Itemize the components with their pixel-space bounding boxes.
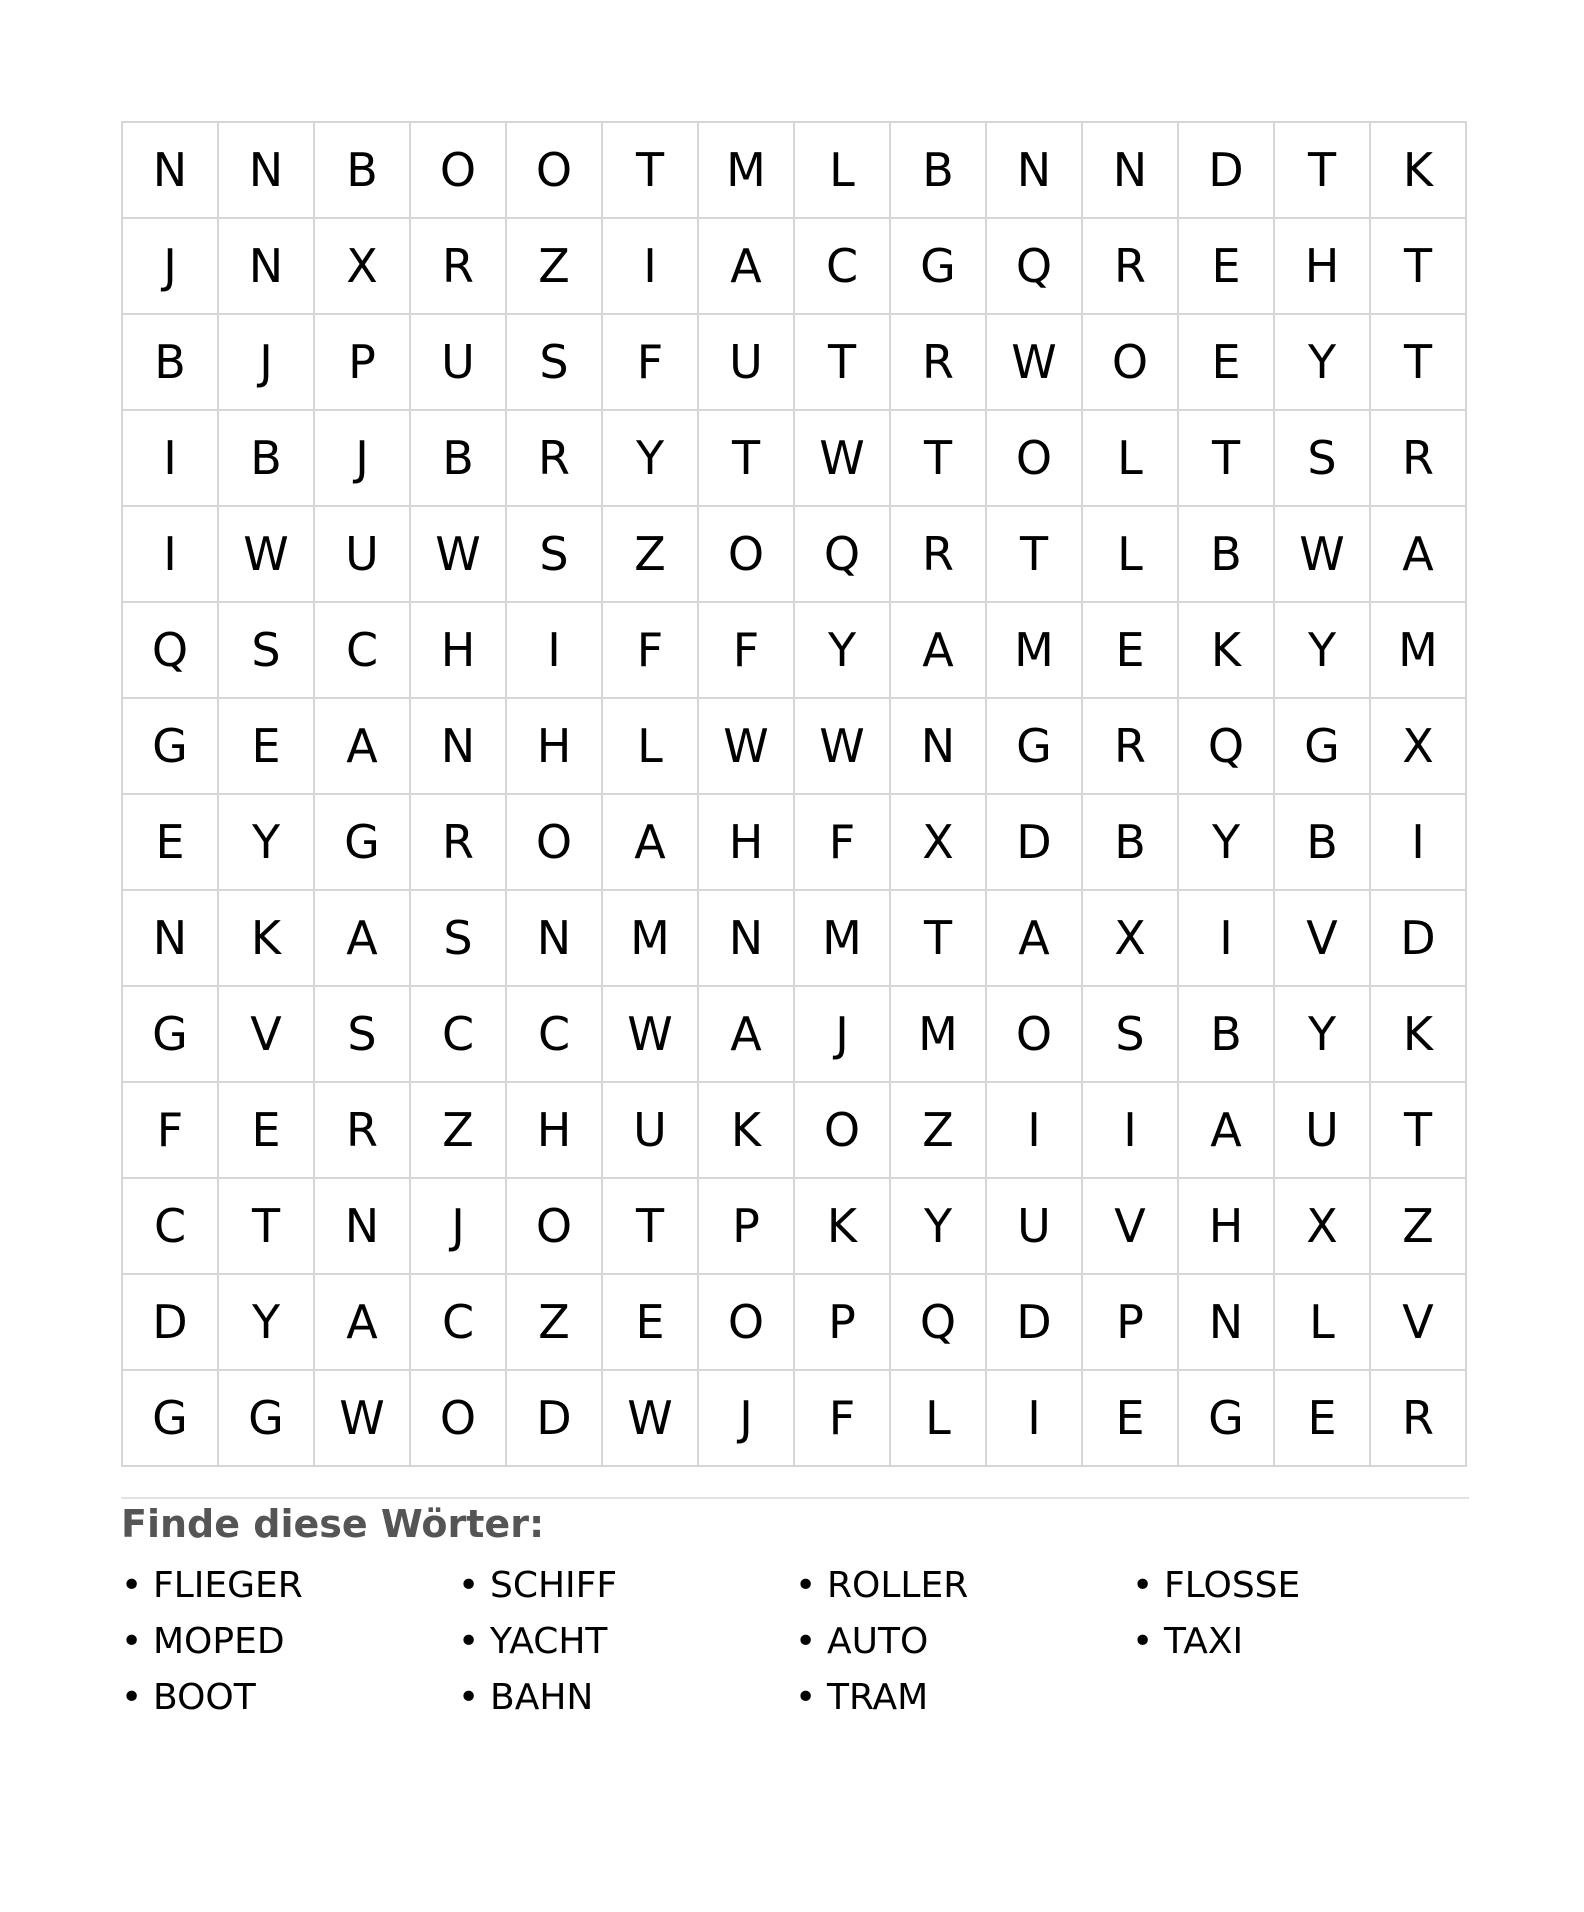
bullet-icon: • (795, 1677, 817, 1718)
grid-cell[interactable]: U (315, 507, 411, 603)
grid-cell[interactable]: X (1275, 1179, 1371, 1275)
grid-cell[interactable]: I (507, 603, 603, 699)
grid-cell[interactable]: O (507, 795, 603, 891)
bullet-icon: • (458, 1565, 480, 1606)
grid-cell[interactable]: T (1371, 1083, 1467, 1179)
grid-cell[interactable]: Y (219, 1275, 315, 1371)
grid-cell[interactable]: W (219, 507, 315, 603)
word-label: TRAM (827, 1677, 929, 1718)
grid-cell[interactable]: V (1371, 1275, 1467, 1371)
grid-cell[interactable]: E (123, 795, 219, 891)
grid-cell[interactable]: F (699, 603, 795, 699)
grid-cell[interactable]: N (219, 219, 315, 315)
grid-cell[interactable]: H (507, 1083, 603, 1179)
grid-cell[interactable]: E (603, 1275, 699, 1371)
grid-cell[interactable]: L (1275, 1275, 1371, 1371)
grid-cell[interactable]: C (795, 219, 891, 315)
grid-cell[interactable]: M (891, 987, 987, 1083)
grid-cell[interactable]: X (1083, 891, 1179, 987)
grid-cell[interactable]: R (1371, 1371, 1467, 1467)
grid-cell[interactable]: C (123, 1179, 219, 1275)
grid-cell[interactable]: F (795, 1371, 891, 1467)
grid-cell[interactable]: N (411, 699, 507, 795)
grid-cell[interactable]: S (219, 603, 315, 699)
word-label: TAXI (1164, 1621, 1244, 1662)
grid-cell[interactable]: N (507, 891, 603, 987)
grid-cell[interactable]: I (123, 411, 219, 507)
grid-cell[interactable]: T (987, 507, 1083, 603)
grid-cell[interactable]: B (1275, 795, 1371, 891)
grid-cell[interactable]: Z (1371, 1179, 1467, 1275)
grid-cell[interactable]: L (891, 1371, 987, 1467)
grid-cell[interactable]: K (1371, 123, 1467, 219)
grid-cell[interactable]: J (123, 219, 219, 315)
grid-cell[interactable]: N (699, 891, 795, 987)
grid-cell[interactable]: I (1179, 891, 1275, 987)
grid-cell[interactable]: V (1083, 1179, 1179, 1275)
grid-cell[interactable]: U (987, 1179, 1083, 1275)
bullet-icon: • (795, 1621, 817, 1662)
grid-cell[interactable]: D (987, 1275, 1083, 1371)
grid-cell[interactable]: T (219, 1179, 315, 1275)
grid-cell[interactable]: C (411, 1275, 507, 1371)
word-label: BAHN (490, 1677, 594, 1718)
grid-cell[interactable]: H (411, 603, 507, 699)
grid-cell[interactable]: B (123, 315, 219, 411)
grid-cell[interactable]: S (315, 987, 411, 1083)
bullet-icon: • (458, 1677, 480, 1718)
grid-cell[interactable]: Z (891, 1083, 987, 1179)
grid-cell[interactable]: W (795, 411, 891, 507)
grid-cell[interactable]: T (891, 411, 987, 507)
grid-cell[interactable]: B (1179, 507, 1275, 603)
word-list-item (795, 1558, 1132, 1614)
grid-cell[interactable]: B (891, 123, 987, 219)
grid-cell[interactable]: T (1275, 123, 1371, 219)
grid-cell[interactable]: F (603, 315, 699, 411)
grid-cell[interactable]: Z (603, 507, 699, 603)
grid-cell[interactable]: E (1275, 1371, 1371, 1467)
grid-cell[interactable]: Z (411, 1083, 507, 1179)
grid-cell[interactable]: P (1083, 1275, 1179, 1371)
word-label: BOOT (153, 1677, 256, 1718)
grid-cell[interactable]: X (1371, 699, 1467, 795)
grid-cell[interactable]: N (1179, 1275, 1275, 1371)
grid-cell[interactable]: C (411, 987, 507, 1083)
grid-cell[interactable]: A (987, 891, 1083, 987)
grid-cell[interactable]: D (1179, 123, 1275, 219)
grid-cell[interactable]: E (1083, 603, 1179, 699)
grid-cell[interactable]: I (1083, 1083, 1179, 1179)
grid-cell[interactable]: Y (795, 603, 891, 699)
grid-cell[interactable]: B (315, 123, 411, 219)
grid-cell[interactable]: O (411, 1371, 507, 1467)
grid-cell[interactable]: H (507, 699, 603, 795)
grid-cell[interactable]: W (315, 1371, 411, 1467)
grid-cell[interactable]: I (987, 1083, 1083, 1179)
grid-cell[interactable]: I (123, 507, 219, 603)
grid-cell[interactable]: O (699, 1275, 795, 1371)
grid-cell[interactable]: N (987, 123, 1083, 219)
grid-cell[interactable]: J (699, 1371, 795, 1467)
grid-cell[interactable]: G (315, 795, 411, 891)
grid-cell[interactable]: A (699, 219, 795, 315)
grid-cell[interactable]: N (123, 123, 219, 219)
divider (121, 1497, 1469, 1499)
grid-cell[interactable]: E (1083, 1371, 1179, 1467)
word-list-item (795, 1614, 1132, 1670)
grid-cell[interactable]: D (1371, 891, 1467, 987)
grid-cell[interactable]: K (795, 1179, 891, 1275)
grid-cell[interactable]: S (411, 891, 507, 987)
grid-cell[interactable]: A (1179, 1083, 1275, 1179)
bullet-icon: • (121, 1565, 143, 1606)
word-label: FLIEGER (153, 1565, 303, 1606)
grid-cell[interactable]: M (987, 603, 1083, 699)
grid-cell[interactable]: J (315, 411, 411, 507)
grid-cell[interactable]: P (795, 1275, 891, 1371)
bullet-icon: • (121, 1677, 143, 1718)
grid-cell[interactable]: V (1275, 891, 1371, 987)
grid-cell[interactable]: N (219, 123, 315, 219)
grid-cell[interactable]: Y (1179, 795, 1275, 891)
grid-cell[interactable]: B (1083, 795, 1179, 891)
grid-cell[interactable]: W (987, 315, 1083, 411)
grid-cell[interactable]: M (699, 123, 795, 219)
grid-cell[interactable]: C (507, 987, 603, 1083)
grid-cell[interactable]: H (1179, 1179, 1275, 1275)
grid-cell[interactable]: E (219, 699, 315, 795)
grid-cell[interactable]: U (603, 1083, 699, 1179)
word-label: ROLLER (827, 1565, 969, 1606)
word-list-item (121, 1670, 458, 1726)
grid-cell[interactable]: L (603, 699, 699, 795)
grid-cell[interactable]: I (987, 1371, 1083, 1467)
word-label: SCHIFF (490, 1565, 618, 1606)
grid-cell[interactable]: O (507, 1179, 603, 1275)
grid-cell[interactable]: X (315, 219, 411, 315)
bullet-icon: • (795, 1565, 817, 1606)
grid-cell[interactable]: Y (219, 795, 315, 891)
grid-cell[interactable]: F (603, 603, 699, 699)
grid-cell[interactable]: D (507, 1371, 603, 1467)
bullet-icon: • (121, 1621, 143, 1662)
grid-cell[interactable]: W (699, 699, 795, 795)
grid-cell[interactable]: N (1083, 123, 1179, 219)
grid-cell[interactable]: Q (123, 603, 219, 699)
word-list-item (121, 1614, 458, 1670)
grid-cell[interactable]: R (411, 219, 507, 315)
word-list-heading: Finde diese Wörter: (121, 1502, 545, 1546)
word-list-item (121, 1558, 458, 1614)
grid-cell[interactable]: Z (507, 1275, 603, 1371)
grid-cell[interactable]: Q (795, 507, 891, 603)
word-list (121, 1558, 1469, 1726)
grid-cell[interactable]: L (795, 123, 891, 219)
grid-cell[interactable]: B (219, 411, 315, 507)
grid-cell[interactable]: T (1371, 315, 1467, 411)
grid-cell[interactable]: Y (1275, 987, 1371, 1083)
grid-cell[interactable]: M (603, 891, 699, 987)
bullet-icon: • (1132, 1621, 1154, 1662)
grid-cell[interactable]: P (315, 315, 411, 411)
grid-cell[interactable]: Q (1179, 699, 1275, 795)
grid-cell[interactable]: M (795, 891, 891, 987)
word-list-item (1132, 1614, 1469, 1670)
grid-cell[interactable]: Y (1275, 315, 1371, 411)
grid-cell[interactable]: A (699, 987, 795, 1083)
grid-cell[interactable]: G (123, 987, 219, 1083)
grid-cell[interactable]: G (987, 699, 1083, 795)
word-list-item (458, 1558, 795, 1614)
grid-cell[interactable]: J (795, 987, 891, 1083)
grid-cell[interactable]: L (1083, 411, 1179, 507)
grid-cell[interactable]: P (699, 1179, 795, 1275)
grid-cell[interactable]: N (891, 699, 987, 795)
grid-cell[interactable]: K (1179, 603, 1275, 699)
grid-cell[interactable]: I (1371, 795, 1467, 891)
grid-cell[interactable]: O (987, 411, 1083, 507)
grid-cell[interactable]: S (507, 315, 603, 411)
grid-cell[interactable]: Y (1275, 603, 1371, 699)
grid-cell[interactable]: H (699, 795, 795, 891)
grid-cell[interactable]: O (411, 123, 507, 219)
grid-cell[interactable]: H (1275, 219, 1371, 315)
letter-grid (121, 121, 1467, 1467)
word-label: FLOSSE (1164, 1565, 1301, 1606)
grid-cell[interactable]: N (123, 891, 219, 987)
grid-cell[interactable]: W (411, 507, 507, 603)
grid-cell[interactable]: N (315, 1179, 411, 1275)
grid-cell[interactable]: E (219, 1083, 315, 1179)
word-list-item (458, 1670, 795, 1726)
grid-cell[interactable]: Y (603, 411, 699, 507)
grid-cell[interactable]: A (315, 891, 411, 987)
grid-cell[interactable]: K (219, 891, 315, 987)
grid-cell[interactable]: R (1371, 411, 1467, 507)
grid-cell[interactable]: T (603, 123, 699, 219)
grid-cell[interactable]: R (507, 411, 603, 507)
grid-cell[interactable]: A (891, 603, 987, 699)
grid-cell[interactable]: A (603, 795, 699, 891)
grid-cell[interactable]: T (699, 411, 795, 507)
grid-cell[interactable]: Q (987, 219, 1083, 315)
grid-cell[interactable]: E (1179, 315, 1275, 411)
grid-cell[interactable]: W (1275, 507, 1371, 603)
grid-cell[interactable]: T (1179, 411, 1275, 507)
word-list-item (795, 1670, 1132, 1726)
grid-cell[interactable]: A (1371, 507, 1467, 603)
grid-cell[interactable]: M (1371, 603, 1467, 699)
grid-cell[interactable]: R (315, 1083, 411, 1179)
grid-cell[interactable]: T (891, 891, 987, 987)
word-list-item (458, 1614, 795, 1670)
grid-cell[interactable]: U (699, 315, 795, 411)
grid-cell[interactable]: C (315, 603, 411, 699)
grid-cell[interactable]: F (795, 795, 891, 891)
grid-cell[interactable]: A (315, 699, 411, 795)
grid-cell[interactable]: T (1371, 219, 1467, 315)
grid-cell[interactable]: E (1179, 219, 1275, 315)
grid-cell[interactable]: U (411, 315, 507, 411)
grid-cell[interactable]: R (411, 795, 507, 891)
bullet-icon: • (1132, 1565, 1154, 1606)
grid-cell[interactable]: O (987, 987, 1083, 1083)
grid-cell[interactable]: B (411, 411, 507, 507)
grid-cell[interactable]: O (699, 507, 795, 603)
grid-cell[interactable]: W (795, 699, 891, 795)
grid-cell[interactable]: G (891, 219, 987, 315)
grid-cell[interactable]: J (219, 315, 315, 411)
grid-cell[interactable]: S (1275, 411, 1371, 507)
grid-cell[interactable]: W (603, 1371, 699, 1467)
grid-cell[interactable]: G (1275, 699, 1371, 795)
grid-cell[interactable]: R (1083, 219, 1179, 315)
grid-cell[interactable]: R (891, 315, 987, 411)
grid-cell[interactable]: B (1179, 987, 1275, 1083)
bullet-icon: • (458, 1621, 480, 1662)
grid-cell[interactable]: O (1083, 315, 1179, 411)
grid-cell[interactable]: W (603, 987, 699, 1083)
grid-cell[interactable]: Z (507, 219, 603, 315)
grid-cell[interactable]: K (699, 1083, 795, 1179)
grid-cell[interactable]: Q (891, 1275, 987, 1371)
grid-cell[interactable]: D (123, 1275, 219, 1371)
grid-cell[interactable]: I (603, 219, 699, 315)
grid-cell[interactable]: Y (891, 1179, 987, 1275)
grid-cell[interactable]: X (891, 795, 987, 891)
grid-cell[interactable]: L (1083, 507, 1179, 603)
word-label: MOPED (153, 1621, 285, 1662)
grid-cell[interactable]: S (1083, 987, 1179, 1083)
grid-cell[interactable]: O (507, 123, 603, 219)
grid-cell[interactable]: K (1371, 987, 1467, 1083)
grid-cell[interactable]: V (219, 987, 315, 1083)
word-list-item (1132, 1558, 1469, 1614)
grid-cell[interactable]: R (1083, 699, 1179, 795)
grid-cell[interactable]: S (507, 507, 603, 603)
grid-cell[interactable]: A (315, 1275, 411, 1371)
grid-cell[interactable]: G (219, 1371, 315, 1467)
word-label: AUTO (827, 1621, 929, 1662)
grid-cell[interactable]: R (891, 507, 987, 603)
grid-cell[interactable]: T (603, 1179, 699, 1275)
grid-cell[interactable]: O (795, 1083, 891, 1179)
grid-cell[interactable]: G (1179, 1371, 1275, 1467)
grid-cell[interactable]: U (1275, 1083, 1371, 1179)
grid-cell[interactable]: J (411, 1179, 507, 1275)
grid-cell[interactable]: G (123, 1371, 219, 1467)
grid-cell[interactable]: T (795, 315, 891, 411)
grid-cell[interactable]: F (123, 1083, 219, 1179)
word-label: YACHT (490, 1621, 608, 1662)
grid-cell[interactable]: G (123, 699, 219, 795)
grid-cell[interactable]: D (987, 795, 1083, 891)
